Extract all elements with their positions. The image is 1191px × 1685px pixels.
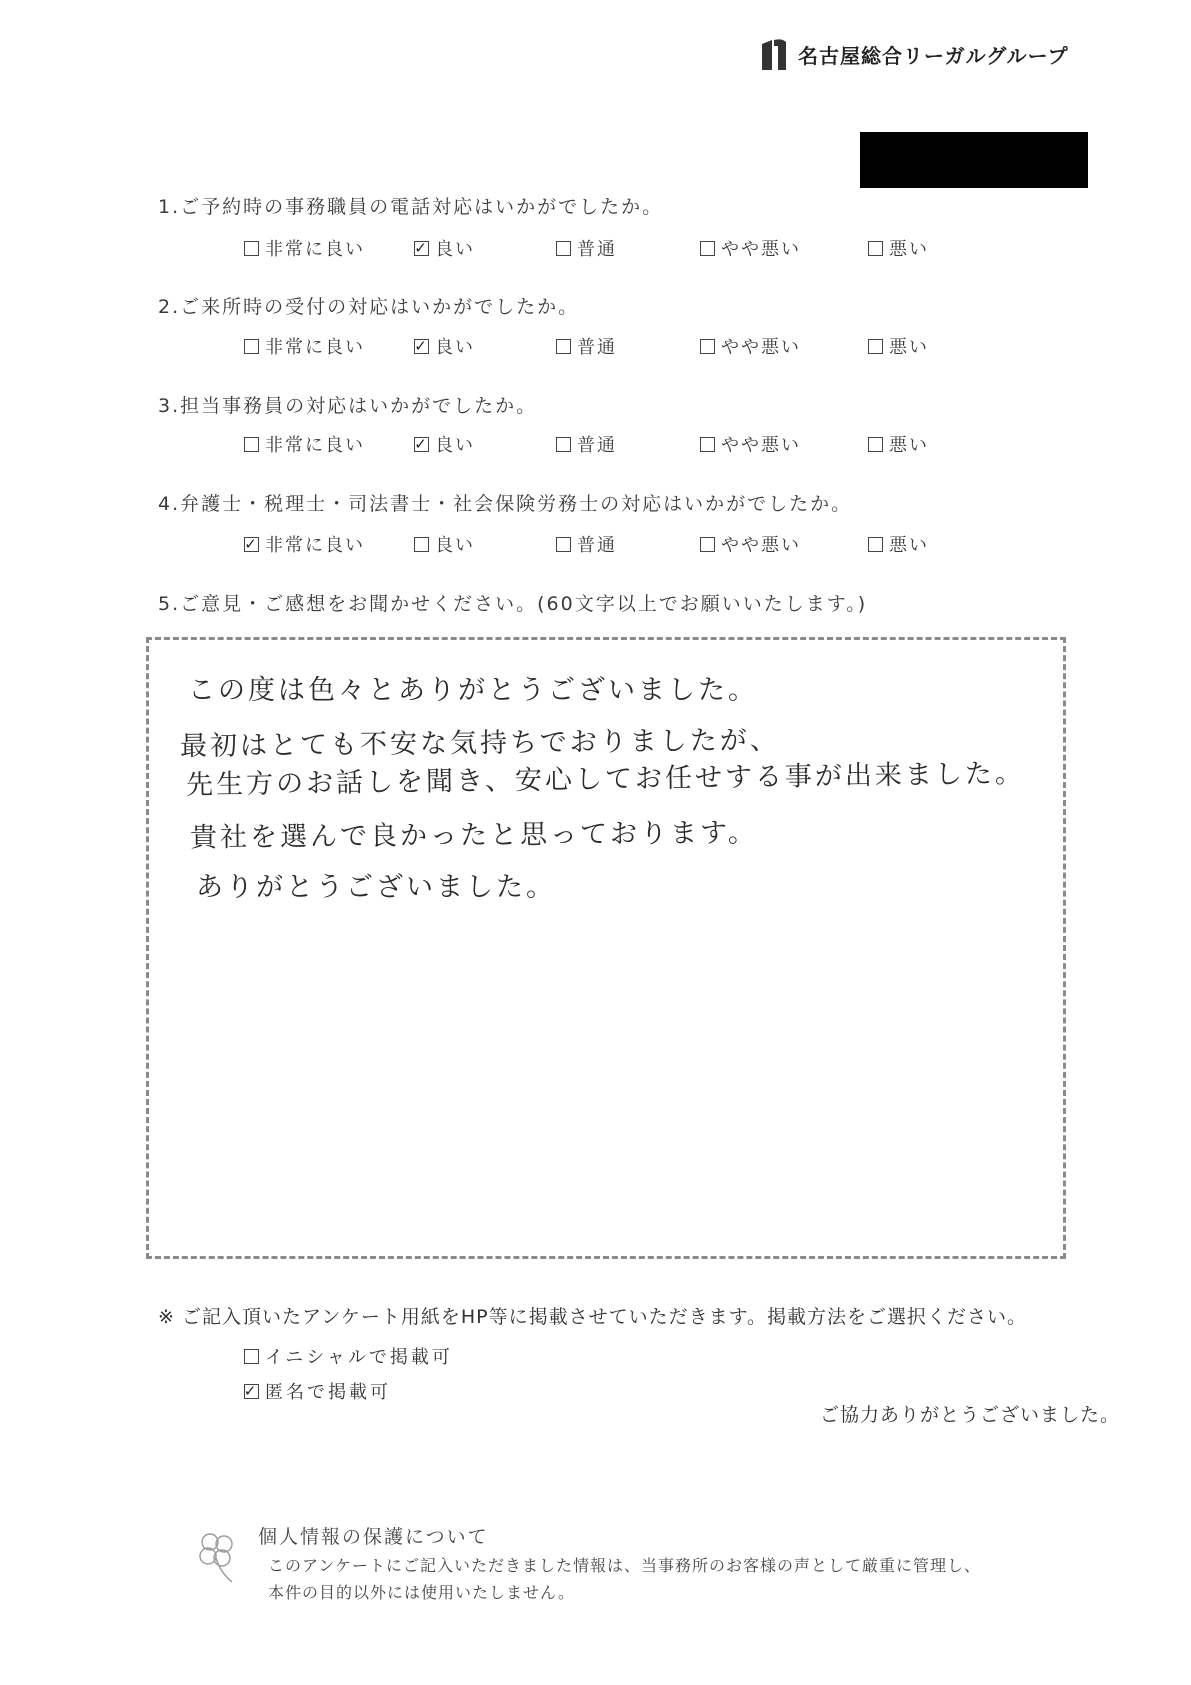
option[interactable] [700, 431, 801, 457]
question-3-label: 3.担当事務員の対応はいかがでしたか。 [158, 395, 538, 417]
checkbox[interactable] [556, 537, 571, 552]
option[interactable] [700, 333, 801, 359]
option-label: 非常に良い [265, 535, 365, 556]
option[interactable] [868, 333, 929, 359]
option-label: やや悪い [721, 239, 801, 260]
option-label: 非常に良い [265, 337, 365, 358]
publication-option[interactable] [244, 1343, 453, 1369]
checkbox[interactable]: ✓ [244, 534, 259, 553]
company-name: 名古屋総合リーガルグループ [798, 43, 1069, 68]
privacy-title: 個人情報の保護について [258, 1526, 489, 1548]
option[interactable] [244, 431, 365, 457]
comments-label: 5.ご意見・ご感想をお聞かせください。(60文字以上でお願いいたします。) [158, 593, 868, 615]
question-1-label: 1.ご予約時の事務職員の電話対応はいかがでしたか。 [158, 196, 664, 218]
option[interactable] [244, 531, 365, 557]
question-4-options [244, 531, 964, 557]
checkbox[interactable] [868, 537, 883, 552]
publication-notice: ※ ご記入頂いたアンケート用紙をHP等に掲載させていただきます。掲載方法をご選択ください。 [158, 1306, 1028, 1328]
option[interactable] [868, 431, 929, 457]
clover-icon [192, 1528, 240, 1584]
publication-option-label: 匿名で掲載可 [265, 1382, 391, 1403]
checkbox[interactable]: ✓ [414, 238, 429, 257]
option[interactable] [868, 235, 929, 261]
question-3-options [244, 431, 964, 457]
checkbox[interactable] [700, 537, 715, 552]
option[interactable] [244, 333, 365, 359]
checkbox[interactable] [556, 241, 571, 256]
logo-mark-icon [760, 36, 790, 72]
checkbox[interactable] [556, 437, 571, 452]
option[interactable] [868, 531, 929, 557]
option[interactable] [556, 235, 617, 261]
option-label: 普通 [577, 239, 617, 260]
question-1-options [244, 235, 964, 261]
option[interactable] [414, 235, 475, 261]
option[interactable] [556, 431, 617, 457]
checkbox[interactable] [244, 241, 259, 256]
checkbox[interactable] [244, 1349, 259, 1364]
option-label: 悪い [889, 535, 929, 556]
redacted-block [860, 132, 1088, 188]
option-label: 悪い [889, 239, 929, 260]
option-label: 非常に良い [265, 435, 365, 456]
comment-line: この度は色々とありがとうございました。 [188, 675, 758, 706]
checkbox[interactable] [868, 241, 883, 256]
option-label: やや悪い [721, 337, 801, 358]
checkbox[interactable]: ✓ [414, 336, 429, 355]
option[interactable] [700, 531, 801, 557]
checkbox[interactable] [868, 339, 883, 354]
checkbox[interactable] [700, 437, 715, 452]
option[interactable] [414, 333, 475, 359]
thanks-message: ご協力ありがとうございました。 [820, 1404, 1121, 1426]
comment-line: ありがとうございました。 [196, 872, 556, 903]
option[interactable] [244, 235, 365, 261]
publication-option-label: イニシャルで掲載可 [265, 1347, 453, 1368]
option-label: 普通 [577, 435, 617, 456]
company-logo [760, 36, 1069, 72]
comment-line: 貴社を選んで良かったと思っております。 [189, 817, 758, 854]
option-label: 悪い [889, 435, 929, 456]
comment-line: 先生方のお話しを聞き、安心してお任せする事が出来ました。 [185, 758, 1026, 801]
privacy-text: このアンケートにご記入いただきました情報は、当事務所のお客様の声として厳重に管理し、 [268, 1556, 982, 1575]
option[interactable] [700, 235, 801, 261]
publication-option[interactable] [244, 1378, 391, 1404]
question-2-options [244, 333, 964, 359]
checkbox[interactable] [700, 339, 715, 354]
option-label: やや悪い [721, 535, 801, 556]
option-label: 良い [435, 435, 475, 456]
option-label: やや悪い [721, 435, 801, 456]
option-label: 普通 [577, 535, 617, 556]
checkbox[interactable]: ✓ [243, 1381, 260, 1400]
option-label: 良い [435, 239, 475, 260]
option-label: 悪い [889, 337, 929, 358]
checkbox[interactable]: ✓ [414, 434, 429, 453]
option-label: 普通 [577, 337, 617, 358]
checkbox[interactable] [414, 537, 429, 552]
option-label: 良い [435, 535, 475, 556]
checkbox[interactable] [556, 339, 571, 354]
option[interactable] [414, 531, 475, 557]
question-2-label: 2.ご来所時の受付の対応はいかがでしたか。 [158, 296, 580, 318]
checkbox[interactable] [868, 437, 883, 452]
option-label: 非常に良い [265, 239, 365, 260]
comment-line: 最初はとても不安な気持ちでおりましたが、 [179, 724, 780, 763]
checkbox[interactable] [244, 339, 259, 354]
option[interactable] [556, 333, 617, 359]
checkbox[interactable] [700, 241, 715, 256]
option-label: 良い [435, 337, 475, 358]
option[interactable] [414, 431, 475, 457]
checkbox[interactable] [244, 437, 259, 452]
option[interactable] [556, 531, 617, 557]
question-4-label: 4.弁護士・税理士・司法書士・社会保険労務士の対応はいかがでしたか。 [158, 493, 853, 515]
privacy-text: 本件の目的以外には使用いたしません。 [268, 1583, 575, 1602]
